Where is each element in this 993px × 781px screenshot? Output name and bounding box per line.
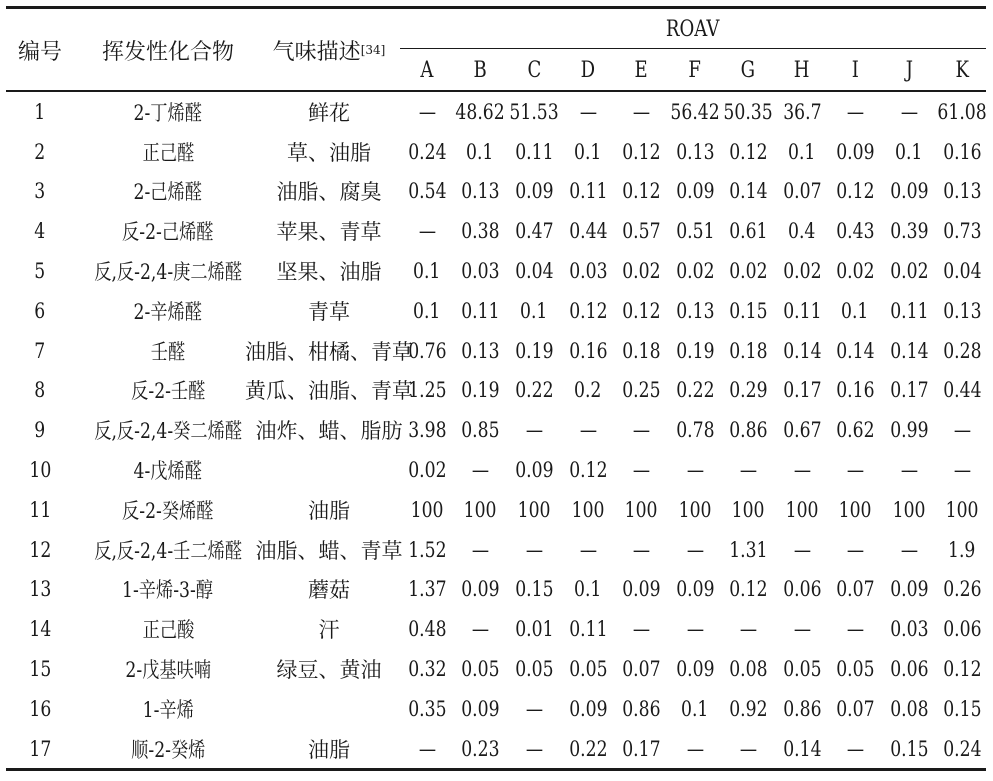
roav-value: 0.18 [728,338,768,363]
roav-value: — [686,458,704,483]
roav-value: — [846,736,864,761]
row-id: 1 [34,99,46,124]
roav-value: 0.39 [889,219,929,244]
roav-value: 0.18 [621,338,661,363]
roav-value: — [471,537,489,562]
roav-value: 0.57 [621,219,661,244]
roav-value: — [953,418,971,443]
roav-value: — [900,458,918,483]
column-header: K [955,57,969,83]
roav-value: 0.11 [514,139,554,164]
row-id: 5 [34,259,46,284]
roav-value: — [525,696,543,721]
roav-value: 0.02 [675,259,715,284]
roav-value: 0.09 [835,139,875,164]
roav-value: 0.61 [728,219,768,244]
roav-value: — [900,537,918,562]
odor-description: 坚果、油脂 [276,260,382,285]
roav-value: 0.09 [889,179,929,204]
row-id: 4 [34,219,46,244]
roav-value: — [953,458,971,483]
roav-value: 0.11 [568,617,608,642]
compound-name: 2-辛烯醛 [133,299,203,324]
odor-description: 油炸、蜡、脂肪 [255,419,403,444]
roav-value: 0.04 [514,259,554,284]
roav-value: 100 [731,497,765,522]
roav-value: 0.11 [889,298,929,323]
roav-value: 0.11 [782,298,822,323]
roav-value: 0.86 [621,696,661,721]
roav-value: 0.09 [568,696,608,721]
roav-value: 100 [624,497,658,522]
compound-name: 顺-2-癸烯 [130,737,206,762]
roav-value: — [525,736,543,761]
roav-value: 0.02 [889,259,929,284]
roav-value: 0.02 [728,259,768,284]
roav-value: 100 [945,497,979,522]
roav-value: 0.13 [460,179,500,204]
roav-value: 61.08 [937,99,987,124]
roav-value: 0.12 [621,298,661,323]
roav-value: — [793,537,811,562]
roav-value: 0.04 [942,259,982,284]
odor-description: 油脂 [308,737,350,762]
roav-value: 0.06 [942,617,982,642]
odor-description: 油脂、蜡、青草 [255,538,403,563]
odor-description: 草、油脂 [287,140,371,165]
roav-value: 0.07 [835,577,875,602]
compound-name: 反-2-壬醛 [130,379,206,404]
roav-value: — [418,219,436,244]
roav-value: — [739,458,757,483]
roav-value: 100 [571,497,605,522]
compound-name: 1-辛烯 [142,697,194,722]
row-id: 10 [29,458,51,483]
roav-value: 100 [463,497,497,522]
odor-description: 蘑菇 [308,578,350,603]
roav-value: 0.14 [782,338,822,363]
roav-value: 0.4 [788,219,816,244]
roav-value: 0.14 [782,736,822,761]
row-id: 9 [34,418,46,443]
roav-value: — [846,537,864,562]
roav-value: — [418,99,436,124]
roav-value: — [793,458,811,483]
roav-value: 0.76 [407,338,447,363]
roav-value: 0.09 [460,577,500,602]
roav-value: — [686,537,704,562]
roav-value: 1.25 [407,378,447,403]
header-compound: 挥发性化合物 [101,39,234,65]
roav-value: 0.48 [407,617,447,642]
odor-description [256,450,402,490]
roav-value: 0.13 [942,179,982,204]
roav-rule [400,48,986,49]
roav-value: 0.05 [514,657,554,682]
row-id: 12 [29,537,51,562]
row-id: 17 [29,736,51,761]
roav-value: 0.13 [460,338,500,363]
row-id: 13 [29,577,51,602]
column-header: G [740,57,756,83]
roav-value: 0.67 [782,418,822,443]
odor-description: 汗 [318,618,340,643]
roav-value: 0.05 [460,657,500,682]
roav-value: 0.11 [460,298,500,323]
compound-name: 反,反-2,4-癸二烯醛 [94,419,242,444]
compound-name: 4-戊烯醛 [133,459,203,484]
roav-value: 100 [678,497,712,522]
column-header: F [688,57,702,83]
row-id: 11 [29,497,51,522]
roav-value: 0.19 [460,378,500,403]
roav-value: 0.08 [728,657,768,682]
roav-value: 0.12 [728,139,768,164]
roav-value: — [686,736,704,761]
roav-value: 0.09 [889,577,929,602]
roav-value: — [525,418,543,443]
compound-name: 壬醛 [150,339,186,364]
column-header: J [905,57,913,83]
roav-value: 1.9 [948,537,976,562]
roav-value: 0.05 [835,657,875,682]
roav-value: 0.13 [675,139,715,164]
roav-value: 0.17 [889,378,929,403]
roav-value: 100 [785,497,819,522]
column-header: C [527,57,541,83]
roav-value: 0.19 [675,338,715,363]
odor-description: 青草 [308,299,350,324]
roav-value: — [739,617,757,642]
compound-name: 反,反-2,4-庚二烯醛 [94,260,242,285]
roav-value: 100 [838,497,872,522]
roav-value: 0.1 [466,139,494,164]
roav-value: 0.17 [621,736,661,761]
roav-value: 0.06 [889,657,929,682]
column-header: A [420,57,434,83]
odor-description: 油脂 [308,498,350,523]
roav-value: 0.22 [675,378,715,403]
roav-value: 0.05 [782,657,822,682]
roav-value: 0.15 [728,298,768,323]
roav-value: 0.99 [889,418,929,443]
roav-value: 0.14 [889,338,929,363]
roav-value: 0.01 [514,617,554,642]
roav-value: 0.13 [675,298,715,323]
roav-value: 0.23 [460,736,500,761]
roav-value: 100 [410,497,444,522]
odor-description: 黄瓜、油脂、青草 [245,379,413,404]
roav-value: — [846,458,864,483]
roav-value: — [632,617,650,642]
roav-value: 0.16 [568,338,608,363]
roav-value: 1.52 [407,537,447,562]
roav-value: 0.02 [782,259,822,284]
roav-value: 0.12 [728,577,768,602]
roav-value: — [632,458,650,483]
roav-value: — [471,617,489,642]
roav-value: 0.29 [728,378,768,403]
roav-value: 0.14 [728,179,768,204]
roav-value: 0.14 [835,338,875,363]
column-header: B [473,57,487,83]
roav-value: 0.11 [568,179,608,204]
row-id: 8 [34,378,46,403]
compound-name: 正己酸 [142,618,194,643]
roav-value: — [686,617,704,642]
row-id: 3 [34,179,46,204]
roav-value: 0.2 [574,378,602,403]
roav-value: — [632,99,650,124]
roav-value: 0.15 [514,577,554,602]
roav-value: 0.09 [621,577,661,602]
roav-value: 36.7 [782,99,822,124]
roav-value: 0.1 [841,298,869,323]
roav-value: 0.02 [835,259,875,284]
roav-value: 0.22 [568,736,608,761]
roav-value: 0.06 [782,577,822,602]
roav-value: 0.47 [514,219,554,244]
odor-description [256,689,402,729]
roav-value: 0.02 [407,458,447,483]
roav-value: — [846,617,864,642]
roav-value: 0.1 [413,259,441,284]
roav-value: 0.09 [675,577,715,602]
roav-value: 0.12 [568,298,608,323]
roav-value: 0.05 [568,657,608,682]
roav-value: 0.28 [942,338,982,363]
roav-value: 0.38 [460,219,500,244]
roav-value: 0.12 [942,657,982,682]
odor-description: 绿豆、黄油 [276,658,382,683]
column-header: H [794,57,810,83]
roav-value: 0.86 [782,696,822,721]
roav-value: 0.07 [621,657,661,682]
roav-value: — [846,99,864,124]
roav-value: 0.02 [621,259,661,284]
roav-value: 0.1 [413,298,441,323]
roav-value: — [632,537,650,562]
roav-value: 0.32 [407,657,447,682]
roav-value: — [793,617,811,642]
roav-value: 0.17 [782,378,822,403]
roav-value: 0.09 [675,657,715,682]
roav-value: 0.03 [460,259,500,284]
roav-value: 0.1 [788,139,816,164]
roav-value: — [579,418,597,443]
roav-value: 100 [517,497,551,522]
roav-value: 1.37 [407,577,447,602]
roav-value: 0.73 [942,219,982,244]
row-id: 7 [34,338,46,363]
roav-value: 0.12 [568,458,608,483]
roav-value: — [739,736,757,761]
roav-value: 0.07 [835,696,875,721]
roav-value: 0.1 [574,577,602,602]
roav-value: 0.24 [942,736,982,761]
roav-value: 0.03 [889,617,929,642]
roav-value: 0.92 [728,696,768,721]
roav-value: 0.09 [460,696,500,721]
top-rule [6,6,986,9]
roav-value: 51.53 [509,99,559,124]
roav-value: 0.07 [782,179,822,204]
row-id: 2 [34,139,46,164]
roav-value: — [632,418,650,443]
roav-value: 3.98 [407,418,447,443]
roav-value: 0.85 [460,418,500,443]
roav-value: 0.09 [514,458,554,483]
roav-value: 0.13 [942,298,982,323]
roav-value: 48.62 [455,99,505,124]
row-id: 14 [29,617,51,642]
roav-value: 0.51 [675,219,715,244]
roav-value: 1.31 [728,537,768,562]
odor-description: 油脂、腐臭 [276,180,382,205]
roav-value: 0.24 [407,139,447,164]
row-id: 6 [34,298,46,323]
column-header: D [580,57,596,83]
roav-value: 0.43 [835,219,875,244]
roav-value: 0.1 [520,298,548,323]
compound-name: 反,反-2,4-壬二烯醛 [94,538,242,563]
header-roav: ROAV [666,16,720,42]
roav-value: — [579,537,597,562]
roav-value: 0.15 [942,696,982,721]
roav-value: 0.44 [568,219,608,244]
roav-value: 0.09 [514,179,554,204]
roav-value: 0.44 [942,378,982,403]
roav-value: 0.22 [514,378,554,403]
compound-name: 正己醛 [142,140,194,165]
row-id: 16 [29,696,51,721]
roav-value: 0.16 [835,378,875,403]
roav-value: 0.1 [895,139,923,164]
compound-name: 2-己烯醛 [133,180,203,205]
header-odor: 气味描述 [34] [272,39,386,65]
roav-value: 0.25 [621,378,661,403]
roav-value: 0.03 [568,259,608,284]
compound-name: 反-2-己烯醛 [122,220,214,245]
roav-value: 100 [892,497,926,522]
roav-value: 56.42 [670,99,720,124]
odor-description: 鲜花 [308,100,350,125]
roav-value: — [900,99,918,124]
column-header: I [851,57,859,83]
roav-value: 0.86 [728,418,768,443]
roav-value: 0.15 [889,736,929,761]
roav-value: 0.62 [835,418,875,443]
roav-value: 0.09 [675,179,715,204]
row-id: 15 [29,657,51,682]
compound-name: 反-2-癸烯醛 [122,498,214,523]
compound-name: 2-丁烯醛 [133,100,203,125]
header-id: 编号 [17,39,62,65]
roav-value: — [471,458,489,483]
roav-value: 0.26 [942,577,982,602]
compound-name: 1-辛烯-3-醇 [122,578,214,603]
roav-value: 0.12 [835,179,875,204]
roav-value: 0.08 [889,696,929,721]
roav-value: — [579,99,597,124]
roav-value: 0.35 [407,696,447,721]
odor-description: 苹果、青草 [276,220,382,245]
odor-description: 油脂、柑橘、青草 [245,339,413,364]
roav-value: — [525,537,543,562]
roav-value: — [418,736,436,761]
compound-name: 2-戊基呋喃 [125,658,211,683]
roav-value: 0.1 [574,139,602,164]
roav-value: 0.54 [407,179,447,204]
roav-value: 0.12 [621,139,661,164]
roav-value: 0.1 [681,696,709,721]
roav-value: 0.19 [514,338,554,363]
roav-value: 0.12 [621,179,661,204]
roav-value: 50.35 [723,99,773,124]
roav-value: 0.16 [942,139,982,164]
column-header: E [634,57,648,83]
roav-value: 0.78 [675,418,715,443]
